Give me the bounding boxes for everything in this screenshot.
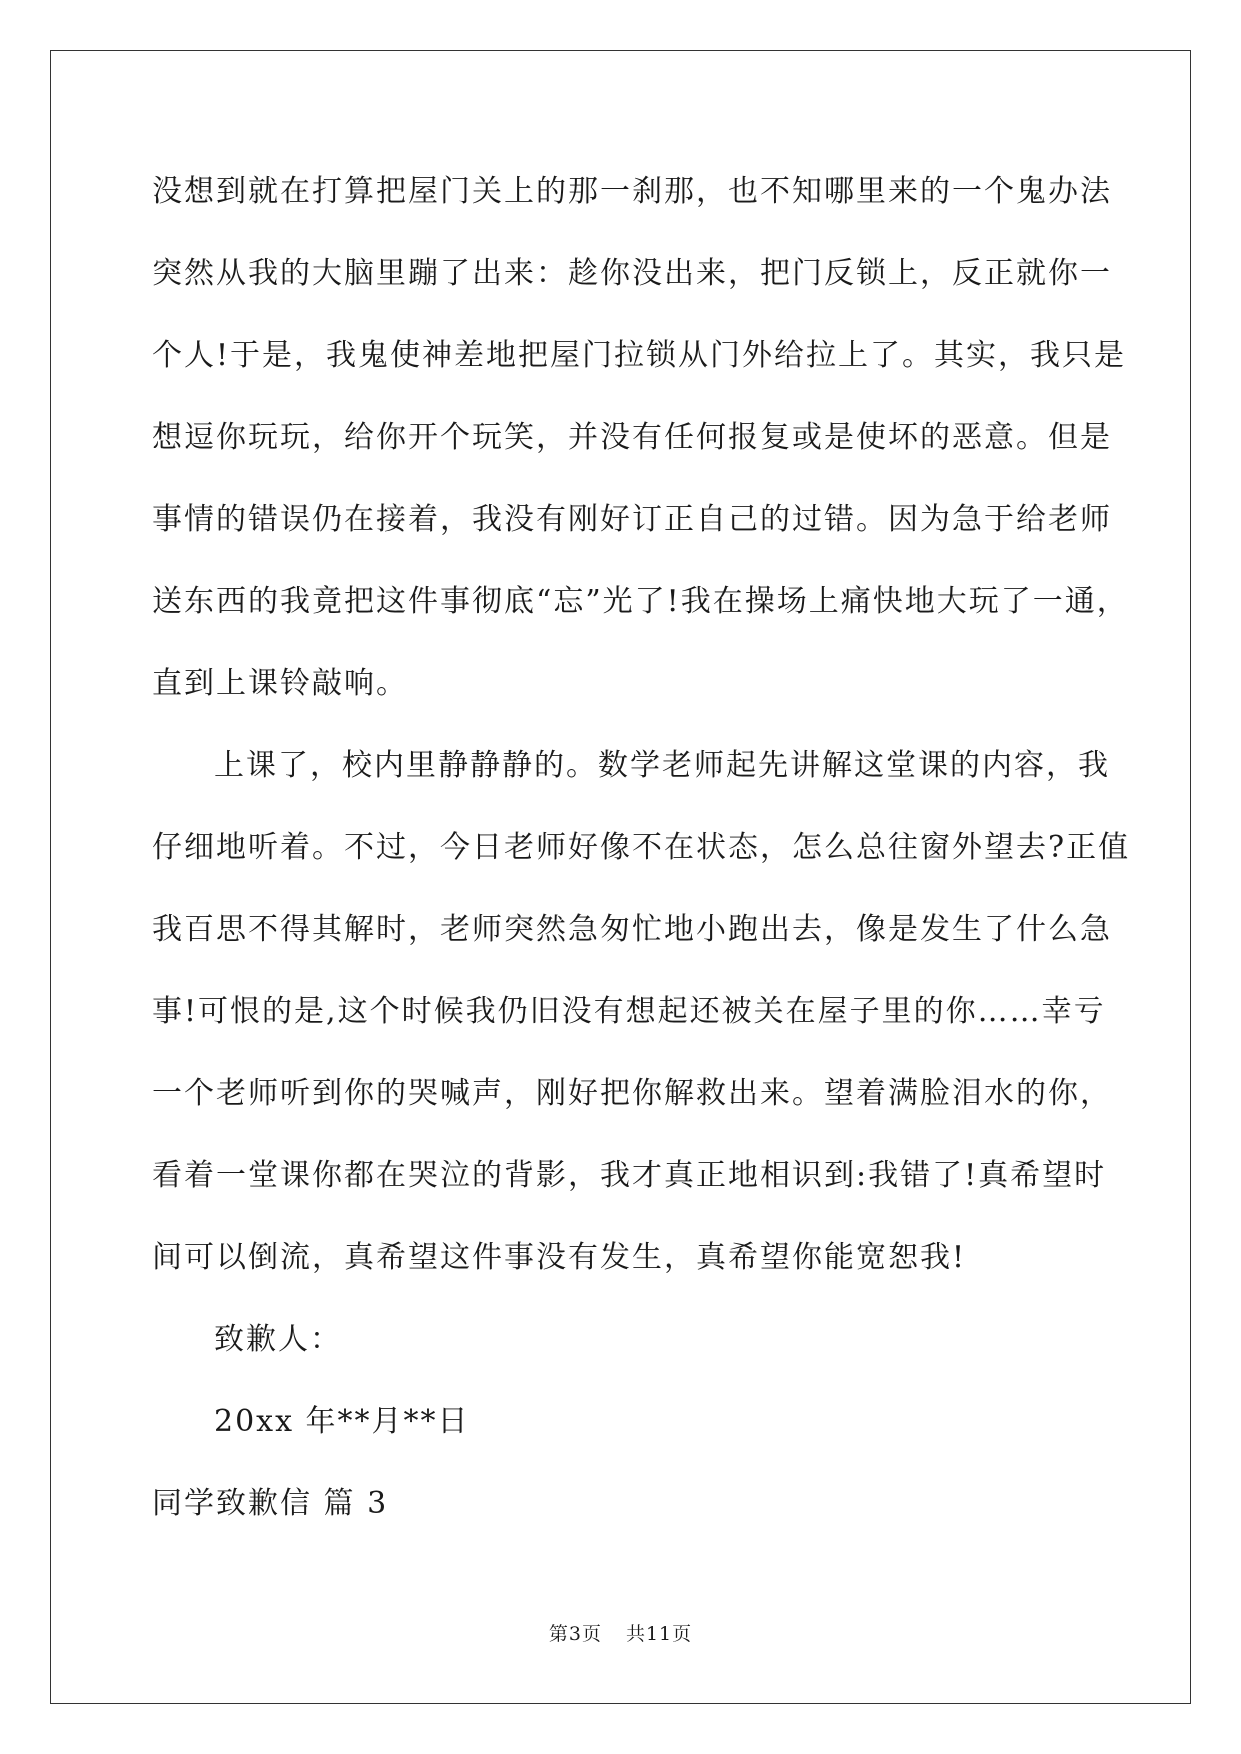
text-line: 我百思不得其解时，老师突然急匆忙地小跑出去，像是发生了什么急 bbox=[152, 912, 1112, 947]
text-line: 间可以倒流，真希望这件事没有发生，真希望你能宽恕我! bbox=[152, 1240, 967, 1275]
signature-label: 致歉人： bbox=[214, 1322, 342, 1357]
text-line: 没想到就在打算把屋门关上的那一刹那，也不知哪里来的一个鬼办法 bbox=[152, 174, 1112, 209]
document-body bbox=[152, 170, 1131, 1564]
text-line: 个人!于是，我鬼使神差地把屋门拉锁从门外给拉上了。其实，我只是 bbox=[152, 338, 1127, 373]
page-footer bbox=[0, 1619, 1241, 1646]
text-line: 事!可恨的是,这个时候我仍旧没有想起还被关在屋子里的你……幸亏 bbox=[152, 994, 1106, 1029]
text-line: 突然从我的大脑里蹦了出来：趁你没出来，把门反锁上，反正就你一 bbox=[152, 256, 1112, 291]
text-line: 直到上课铃敲响。 bbox=[152, 666, 408, 701]
text-line: 想逗你玩玩，给你开个玩笑，并没有任何报复或是使坏的恶意。但是 bbox=[152, 420, 1112, 455]
date-line: 20xx 年**月**日 bbox=[214, 1404, 470, 1439]
section-heading: 同学致歉信 篇 3 bbox=[152, 1486, 389, 1521]
text-line: 看着一堂课你都在哭泣的背影，我才真正地相识到:我错了!真希望时 bbox=[152, 1158, 1107, 1193]
text-line: 送东西的我竟把这件事彻底“忘”光了!我在操场上痛快地大玩了一通， bbox=[152, 584, 1129, 619]
text-line: 一个老师听到你的哭喊声，刚好把你解救出来。望着满脸泪水的你， bbox=[152, 1076, 1112, 1111]
page-total: 共11页 bbox=[625, 1623, 693, 1645]
text-line: 事情的错误仍在接着，我没有刚好订正自己的过错。因为急于给老师 bbox=[152, 502, 1112, 537]
text-line: 上课了，校内里静静静的。数学老师起先讲解这堂课的内容，我 bbox=[214, 748, 1110, 783]
page-number: 第3页 bbox=[548, 1623, 602, 1645]
text-line: 仔细地听着。不过，今日老师好像不在状态，怎么总往窗外望去?正值 bbox=[152, 830, 1131, 865]
